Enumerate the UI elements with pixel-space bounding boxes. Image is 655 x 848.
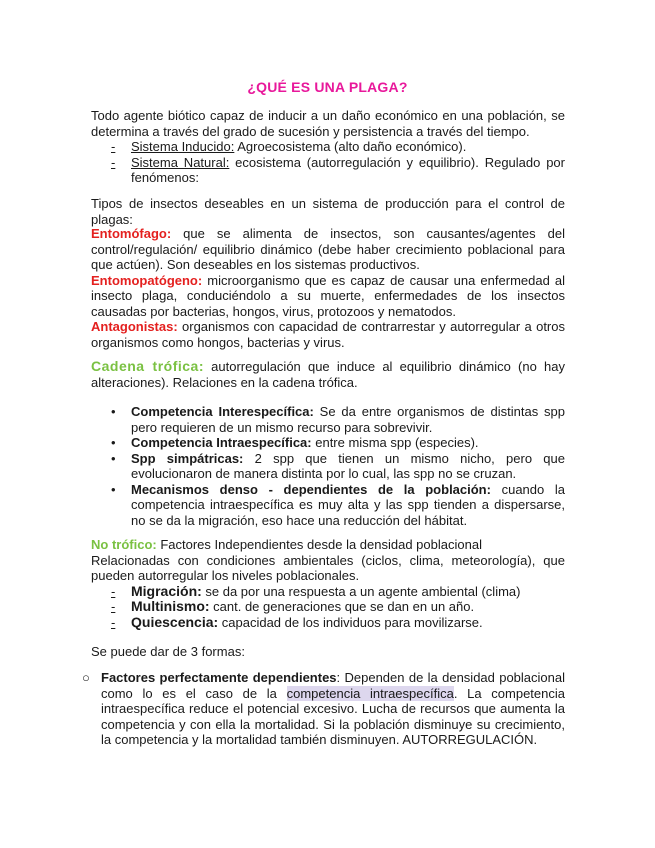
cadena-list (91, 404, 565, 528)
list-item (91, 155, 565, 186)
list-item (91, 584, 565, 600)
list-item (91, 599, 565, 615)
definition: autorregulación que induce al equilibrio dinámico (no hay alteraciones). Relaciones en la cadena trófica. (91, 359, 565, 390)
factor-paragraph (101, 670, 565, 748)
definition: cuando la competencia intraespecífica es muy alta y las spp tienden a dispersarse, no se da la migración, eso hace una reducción del hábitat. (131, 481, 565, 528)
list-item (91, 615, 565, 631)
definition-entomopatogeno (91, 273, 565, 320)
term: Entomopatógeno: (91, 272, 203, 288)
definition: que se alimenta de insectos, son causantes/agentes del control/regulación/ equilibrio dinámico (debe haber crecimiento poblacional para que actúen). Son deseables en los sistemas productivos. (91, 226, 565, 272)
term: Sistema Inducido: (131, 139, 235, 154)
dash-marker: - (111, 154, 116, 170)
list-item (91, 482, 565, 529)
term: Migración: (131, 582, 202, 599)
bullet-icon: • (111, 404, 116, 419)
term: Mecanismos denso - dependientes de la población: (131, 481, 491, 497)
definition-part-2: . La competencia intraespecífica reduce el potencial excesivo. Lucha de recursos que aumenta la competencia y con ella la mortalidad. Si la población disminuye su crecimiento, la competencia y la mortalidad también disminuyen. AUTORREGULACIÓN. (101, 685, 565, 747)
definition: entre misma spp (especies). (311, 435, 479, 450)
dash-marker: - (111, 599, 116, 614)
term: No trófico: (91, 537, 157, 552)
definition: cant. de generaciones que se dan en un año. (209, 599, 475, 614)
definition: 2 spp que tienen un mismo nicho, pero que evolucionaron de manera distinta por lo cual, las spp no se cruzan. (131, 450, 565, 481)
term: Competencia Intraespecífica: (131, 435, 312, 450)
definition: capacidad de los individuos para movilizarse. (218, 614, 483, 630)
intro-section (91, 108, 565, 186)
term: Cadena trófica: (91, 358, 204, 374)
forms-intro: Se puede dar de 3 formas: (91, 644, 245, 659)
definition-antagonistas (91, 319, 565, 350)
definition: microorganismo que es capaz de causar una enfermedad al insecto plaga, conduciéndolo a su muerte, enfermedades de los insectos causadas por bacterias, hongos, virus, protozoos y nematodos. (91, 272, 565, 319)
definition: Factores Independientes desde la densidad poblacional (156, 537, 482, 552)
term: Antagonistas: (91, 319, 178, 334)
dash-marker: - (111, 139, 116, 154)
term: Multinismo: (131, 598, 210, 614)
list-item (91, 435, 565, 451)
circle-bullet-icon: ○ (82, 670, 90, 685)
definition: organismos con capacidad de contrarrestar y autorregular a otros organismos como hongos, bacterias y virus. (91, 319, 565, 350)
bullet-icon: • (111, 481, 116, 497)
list-item (91, 451, 565, 482)
list-item (91, 404, 565, 435)
page-title: ¿QUÉ ES UNA PLAGA? (247, 79, 408, 95)
term: Sistema Natural: (131, 154, 230, 170)
definition: se da por una respuesta a un agente ambiental (clima) (201, 583, 521, 599)
term: Competencia Interespecífica: (131, 404, 314, 419)
highlighted-text: competencia intraespecífica (286, 685, 454, 701)
term: Quiescencia: (131, 613, 219, 630)
cadena-trofica-section (91, 359, 565, 390)
bullet-icon: • (111, 435, 116, 450)
definition: Agroecosistema (alto daño económico). (234, 139, 467, 154)
no-trofico-list (91, 584, 565, 631)
systems-list (91, 139, 565, 186)
types-intro: Tipos de insectos deseables en un sistema de producción para el control de plagas: (91, 196, 565, 227)
term: Factores perfectamente dependientes (101, 670, 337, 685)
bullet-icon: • (111, 450, 116, 466)
definition: Se da entre organismos de distintas spp pero requieren de un mismo recurso para sobrevivir. (131, 404, 565, 435)
no-trofico-paragraph-2: Relacionadas con condiciones ambientales (ciclos, clima, meteorología), que pueden autorregular los niveles poblacionales. (91, 552, 565, 583)
definition-entomofago (91, 226, 565, 273)
no-trofico-section (91, 537, 565, 630)
term: Spp simpátricas: (131, 450, 244, 466)
term: Entomófago: (91, 226, 172, 241)
dash-marker: - (111, 583, 116, 599)
list-item (91, 139, 565, 155)
dash-marker: - (111, 614, 116, 630)
no-trofico-paragraph (91, 537, 565, 553)
cadena-items (91, 404, 565, 528)
definition: ecosistema (autorregulación y equilibrio). Regulado por fenómenos: (131, 154, 565, 185)
definition-part-1: : Dependen de la densidad poblacional como lo es el caso de la (101, 670, 565, 701)
cadena-paragraph (91, 359, 565, 390)
definitions-section (91, 226, 565, 350)
intro-paragraph: Todo agente biótico capaz de inducir a un daño económico en una población, se determina a través del grado de sucesión y persistencia a través del tiempo. (91, 108, 565, 139)
